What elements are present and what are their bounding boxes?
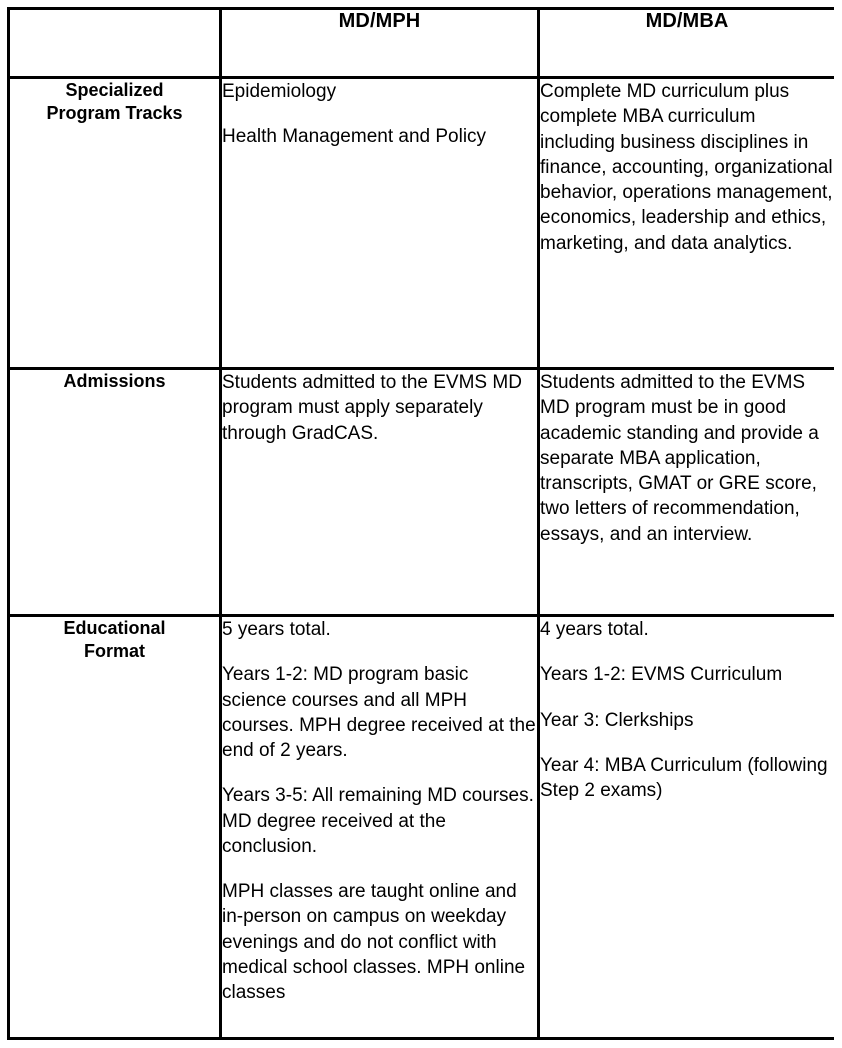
cell-educational-format-mdmba (539, 616, 835, 1039)
paragraph: Years 1-2: MD program basic science courses and all MPH courses. MPH degree received at the end of 2 years. (222, 664, 536, 762)
table-body (9, 78, 835, 1039)
paragraph: 5 years total. (222, 619, 331, 640)
cell-admissions-mdmba (539, 369, 835, 616)
header-cell-mdmba: MD/MBA (539, 9, 835, 78)
table-header-row (9, 9, 835, 78)
program-comparison-table (7, 7, 834, 1040)
row-label-line-1: Admissions (63, 371, 166, 391)
table-header (9, 9, 835, 78)
paragraph: MPH classes are taught online and in-person on campus on weekday evenings and do not conflict with medical school classes. MPH online classes (222, 881, 526, 1004)
row-label-line-1: Specialized (65, 80, 164, 100)
row-label-line-2: Format (83, 641, 145, 662)
table-row-admissions (9, 369, 835, 616)
paragraph: Year 4: MBA Curriculum (following Step 2 exams) (540, 754, 828, 802)
comparison-table-container (7, 7, 834, 1041)
cell-specialized-program-tracks-mdmph (221, 78, 539, 369)
header-cell-mdmph: MD/MPH (221, 9, 539, 78)
paragraph: Years 1-2: EVMS Curriculum (540, 664, 783, 686)
cell-educational-format-mdmph (221, 616, 539, 1039)
row-label-line-2: Program Tracks (46, 103, 183, 124)
table-row-educational-format (9, 616, 835, 1039)
row-label-specialized-program-tracks (9, 78, 221, 369)
paragraph: 4 years total. (540, 619, 649, 640)
row-label-admissions (9, 369, 221, 616)
row-label-line-1: Educational (63, 618, 166, 638)
paragraph: Epidemiology (222, 81, 337, 102)
paragraph: Health Management and Policy (222, 126, 487, 148)
cell-admissions-mdmph (221, 369, 539, 616)
table-row-specialized-program-tracks (9, 78, 835, 369)
cell-specialized-program-tracks-mdmba (539, 78, 835, 369)
row-label-educational-format (9, 616, 221, 1039)
paragraph: Students admitted to the EVMS MD program must be in good academic standing and provide a separate MBA application, transcripts, GMAT or GRE score, two letters of recommendation, essays, and an interview. (540, 372, 819, 545)
paragraph: Complete MD curriculum plus complete MBA curriculum including business disciplines in finance, accounting, organizational behavior, operations management, economics, leadership and ethics, marketing, and data analytics. (540, 81, 833, 254)
paragraph: Students admitted to the EVMS MD program must apply separately through GradCAS. (222, 372, 522, 444)
header-cell-blank (9, 9, 221, 78)
paragraph: Year 3: Clerkships (540, 709, 694, 731)
paragraph: Years 3-5: All remaining MD courses. MD degree received at the conclusion. (222, 785, 534, 857)
